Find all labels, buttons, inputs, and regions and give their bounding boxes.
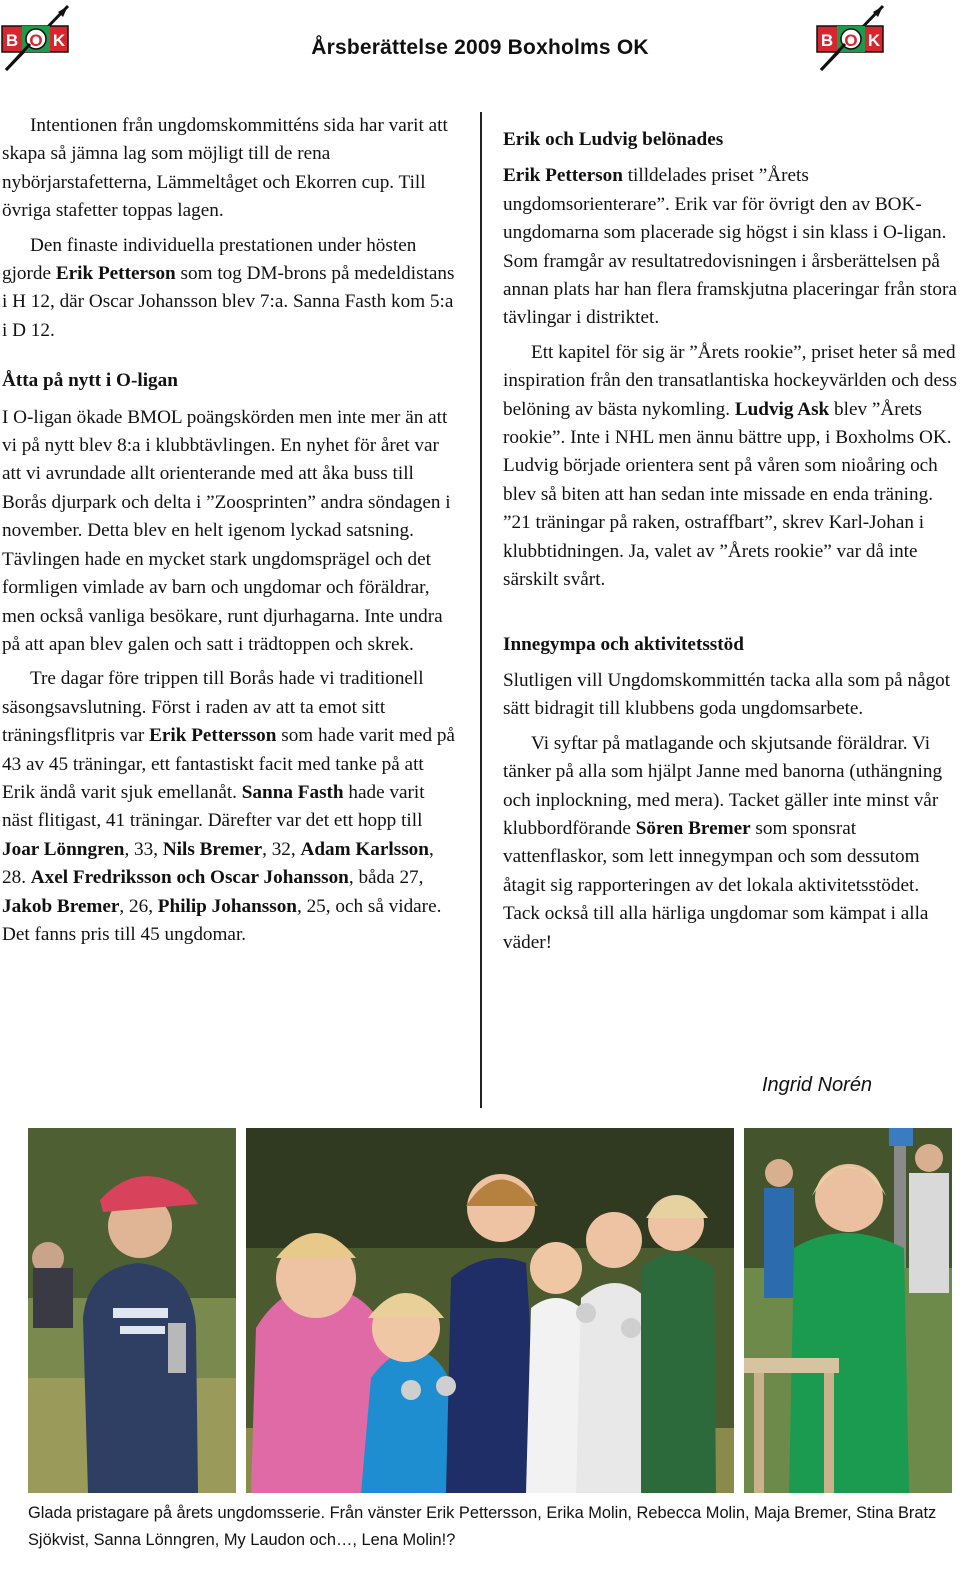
paragraph: Intentionen från ungdomskommitténs sida har varit att skapa så jämna lag som möjligt till de rena nybörjarstafetterna, Lämmeltåget och Ekorren cup. Till övriga stafetter toppas lagen. [2, 115, 448, 222]
logo-letter-b: B [5, 31, 19, 50]
paragraph: Tre dagar före trippen till Borås hade vi traditionell säsongsavslutning. Först i raden av att ta emot sitt träningsflitpris var Erik Pettersson som hade varit med på 43 av 45 träningar, ett fantastiskt facit med tanke på att Erik ändå varit sjuk emellanåt. Sanna Fasth hade varit näst flitigast, 41 träningar. Därefter var det ett hopp till Joar Lönngren, 33, Nils Bremer, 32, Adam Karlsson, 28. Axel Fredriksson och Oscar Johansson, båda 27, Jakob Bremer, 26, Philip Johansson, 25, och så vidare. Det fanns pris till 45 ungdomar. [2, 668, 455, 945]
section-heading: Åtta på nytt i O-ligan [2, 370, 178, 392]
paragraph: Vi syftar på matlagande och skjutsande föräldrar. Vi tänker på alla som hjälpt Janne med banorna (uthängning och inplockning, med mera). Tacket gäller inte minst vår klubbordförande Sören Bremer som sponsrat vattenflaskor, som lett innegympan och som dessutom åtagit sig rapporteringen av det lokala aktivitetsstödet. Tack också till alla härliga ungdomar som kämpat i alla väder! [503, 732, 943, 953]
logo-letter-b: B [820, 31, 834, 50]
photo-woman-in-green-jacket [744, 1128, 952, 1493]
section-heading: Erik och Ludvig belönades [503, 129, 724, 150]
signature: Ingrid Norén [762, 1074, 873, 1096]
paragraph: Slutligen vill Ungdomskommittén tacka alla som på något sätt bidragit till klubbens goda ungdomsarbete. [503, 669, 951, 720]
paragraph: Erik Petterson tilldelades priset ”Årets ungdomsorienterare”. Erik var för övrigt den av BOK-ungdomarna som placerade sig högst i sin klass i O-ligan. Som framgår av resultatredovisningen i årsberättelsen på annan plats har han flera framskjutna placeringar från stora tävlingar i distriktet. [503, 165, 957, 329]
column-divider [480, 112, 482, 1108]
photo-boy-with-trophy [28, 1128, 236, 1493]
paragraph: Ett kapitel för sig är ”Årets rookie”, priset heter så med inspiration från den transatlantiska hockeyvärlden och dess belöning av bästa nykomling. Ludvig Ask blev ”Årets rookie”. Inte i NHL men ännu bättre upp, i Boxholms OK. Ludvig började orientera sent på våren som nioåring och blev så biten att han sedan inte missade en enda träning. ”21 träningar på raken, ostraffbart”, skrev Karl-Johan i klubbtidningen. Ja, valet av ”Årets rookie” var då inte särskilt svårt. [503, 341, 957, 591]
photo-children-with-trophies [246, 1128, 734, 1493]
logo-letter-o: O [844, 31, 858, 50]
paragraph: I O-ligan ökade BMOL poängskörden men inte mer än att vi på nytt blev 8:a i klubbtävlingen. En nyhet för året var att vi avrundade allt orienterande med att åka buss till Borås djurpark och delta i ”Zoosprinten” andra söndagen i november. Detta blev en helt igenom lyckad satsning. Tävlingen hade en mycket stark ungdomsprägel och det formligen vimlade av barn och ungdomar och föräldrar, men också vanliga besökare, runt djurhagarna. Inte undra på att apan blev galen och satt i trädtoppen och skrek. [2, 406, 451, 655]
section-heading: Innegympa och aktivitetsstöd [503, 633, 744, 655]
photo-caption: Glada pristagare på årets ungdomsserie. Från vänster Erik Pettersson, Erika Molin, Rebecca Molin, Maja Bremer, Stina Bratz Sjökvist, Sanna Lönngren, My Laudon och…, Lena Molin!? [28, 1504, 937, 1549]
logo-letter-o: O [29, 31, 43, 50]
left-column [2, 112, 460, 949]
paragraph: Den finaste individuella prestationen under hösten gjorde Erik Petterson som tog DM-brons på medeldistans i H 12, där Oscar Johansson blev 7:a. Sanna Fasth kom 5:a i D 12. [2, 234, 455, 341]
logo-letter-k: K [52, 31, 66, 50]
logo-letter-k: K [867, 31, 881, 50]
page-title: Årsberättelse 2009 Boxholms OK [311, 36, 649, 59]
right-column [503, 112, 958, 957]
